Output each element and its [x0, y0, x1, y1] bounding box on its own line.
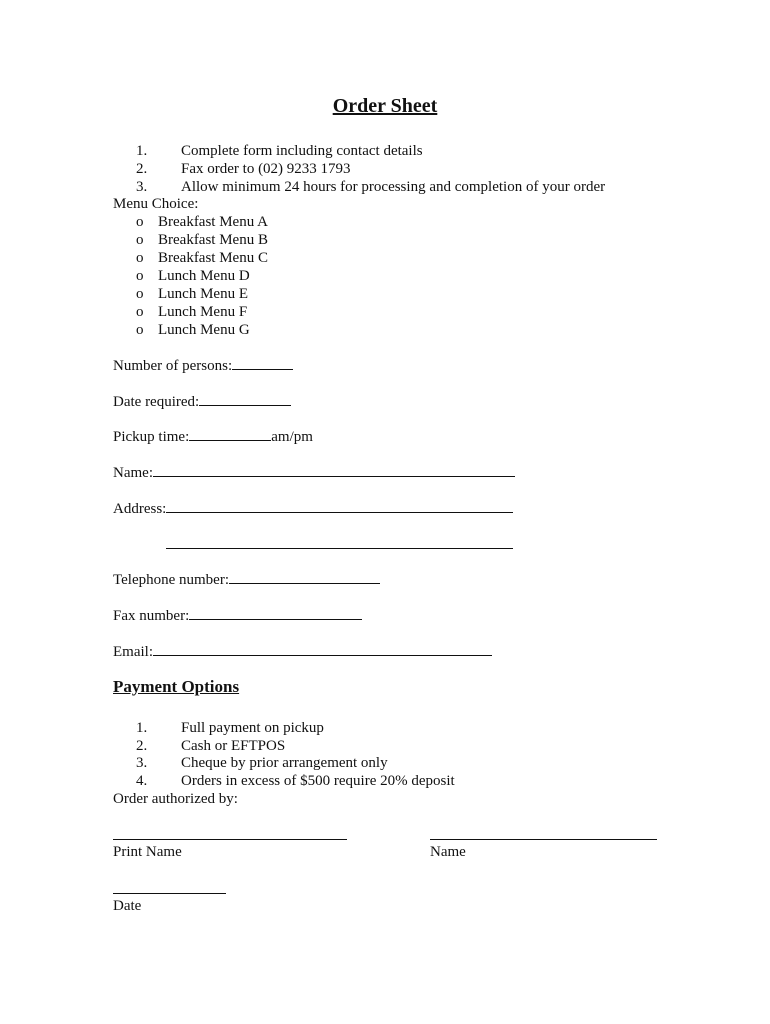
menu-bullet[interactable]: o	[136, 232, 144, 248]
menu-option-lunch-d: Lunch Menu D	[158, 268, 250, 284]
menu-option-lunch-f: Lunch Menu F	[158, 304, 248, 320]
payment-number-1: 1.	[136, 720, 148, 736]
name-signature-label: Name	[430, 844, 466, 860]
telephone-input-line[interactable]	[229, 570, 380, 584]
pickup-ampm-label: am/pm	[271, 429, 313, 445]
print-name-signature-line[interactable]	[113, 839, 347, 840]
order-authorized-label: Order authorized by:	[113, 791, 238, 807]
menu-choice-label: Menu Choice:	[113, 196, 199, 212]
pickup-time-label: Pickup time:	[113, 429, 190, 445]
payment-number-3: 3.	[136, 755, 148, 771]
menu-bullet[interactable]: o	[136, 268, 144, 284]
name-row	[113, 463, 515, 482]
menu-bullet[interactable]: o	[136, 250, 144, 266]
pickup-time-row	[113, 427, 313, 446]
menu-option-breakfast-a: Breakfast Menu A	[158, 214, 268, 230]
menu-option-lunch-e: Lunch Menu E	[158, 286, 248, 302]
instruction-number-1: 1.	[136, 143, 148, 159]
payment-options-heading: Payment Options	[113, 677, 240, 696]
instruction-number-2: 2.	[136, 161, 148, 177]
name-signature-line[interactable]	[430, 839, 657, 840]
date-required-input-line[interactable]	[199, 392, 291, 406]
name-label: Name:	[113, 465, 153, 481]
email-label: Email:	[113, 644, 153, 660]
fax-label: Fax number:	[113, 608, 190, 624]
instruction-text-3: Allow minimum 24 hours for processing and completion of your order	[181, 179, 606, 195]
date-signature-line[interactable]	[113, 893, 226, 894]
print-name-label: Print Name	[113, 844, 182, 860]
menu-option-breakfast-c: Breakfast Menu C	[158, 250, 268, 266]
address-input-line-1[interactable]	[166, 499, 513, 513]
instruction-text-2: Fax order to (02) 9233 1793	[181, 161, 351, 177]
persons-input-line[interactable]	[232, 356, 293, 370]
payment-option-1: Full payment on pickup	[181, 720, 324, 736]
payment-option-3: Cheque by prior arrangement only	[181, 755, 388, 771]
instruction-text-1: Complete form including contact details	[181, 143, 423, 159]
telephone-label: Telephone number:	[113, 572, 229, 588]
menu-bullet[interactable]: o	[136, 322, 144, 338]
date-required-row	[113, 392, 291, 411]
payment-number-2: 2.	[136, 738, 148, 754]
address-label: Address:	[113, 501, 167, 517]
pickup-time-input-line[interactable]	[189, 427, 271, 441]
email-input-line[interactable]	[153, 642, 492, 656]
address-row	[113, 499, 513, 518]
payment-option-2: Cash or EFTPOS	[181, 738, 286, 754]
persons-label: Number of persons:	[113, 358, 233, 374]
fax-input-line[interactable]	[189, 606, 362, 620]
name-input-line[interactable]	[153, 463, 515, 477]
menu-option-breakfast-b: Breakfast Menu B	[158, 232, 268, 248]
page-title: Order Sheet	[332, 95, 438, 117]
menu-bullet[interactable]: o	[136, 286, 144, 302]
payment-number-4: 4.	[136, 773, 148, 789]
date-required-label: Date required:	[113, 394, 200, 410]
address-input-line-2[interactable]	[166, 548, 513, 549]
persons-row	[113, 356, 293, 375]
payment-option-4: Orders in excess of $500 require 20% deposit	[181, 773, 455, 789]
instruction-number-3: 3.	[136, 179, 148, 195]
menu-bullet[interactable]: o	[136, 214, 144, 230]
telephone-row	[113, 570, 380, 589]
email-row	[113, 642, 492, 661]
date-signature-label: Date	[113, 898, 142, 914]
menu-option-lunch-g: Lunch Menu G	[158, 322, 250, 338]
menu-bullet[interactable]: o	[136, 304, 144, 320]
fax-row	[113, 606, 362, 625]
